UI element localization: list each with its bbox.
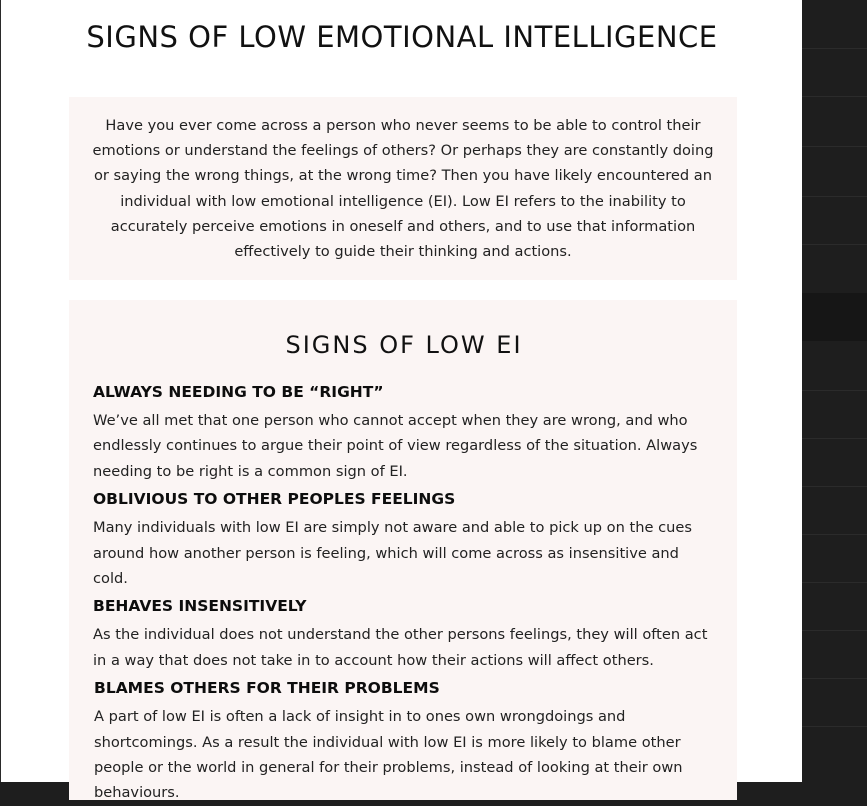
panel-divider — [802, 244, 867, 245]
sign-insensitive — [93, 595, 715, 673]
panel-divider — [802, 534, 867, 535]
sign-heading: OBLIVIOUS TO OTHER PEOPLES FEELINGS — [93, 490, 456, 509]
sign-heading: BEHAVES INSENSITIVELY — [93, 597, 307, 616]
panel-divider — [802, 486, 867, 487]
sign-blames-others — [93, 677, 715, 806]
panel-divider — [802, 48, 867, 49]
panel-divider — [802, 678, 867, 679]
sign-heading: BLAMES OTHERS FOR THEIR PROBLEMS — [94, 679, 440, 698]
panel-divider — [802, 582, 867, 583]
panel-divider — [802, 146, 867, 147]
sign-text: A part of low EI is often a lack of insight in to ones own wrongdoings and shortcomings. As a result the individual with low EI is more likely to blame other people or the world in general for their problems, instead of looking at their own behaviours. — [94, 708, 683, 802]
panel-divider — [802, 196, 867, 197]
sign-oblivious — [93, 488, 715, 591]
panel-divider — [802, 630, 867, 631]
sign-text: As the individual does not understand the other persons feelings, they will often act in a way that does not take in to account how their actions will affect others. — [93, 626, 708, 669]
intro-box — [69, 97, 737, 280]
sign-always-right — [93, 381, 715, 484]
panel-divider — [802, 96, 867, 97]
panel-divider — [802, 726, 867, 727]
page-title: SIGNS OF LOW EMOTIONAL INTELLIGENCE — [86, 20, 718, 54]
sign-text: We’ve all met that one person who cannot accept when they are wrong, and who endlessly continues to argue their point of view regardless of the situation. Always needing to be right is a common sign of EI. — [93, 412, 698, 480]
panel-divider — [802, 438, 867, 439]
intro-paragraph: Have you ever come across a person who never seems to be able to control their emotions or understand the feelings of others? Or perhaps they are constantly doing or saying the wrong things, at the wrong time? Then you have likely encountered an individual with low emotional intelligence (EI). Low EI refers to the inability to accurately perceive emotions in oneself and others, and to use that information effectively to guide their thinking and actions. — [92, 117, 714, 261]
panel-divider — [802, 390, 867, 391]
background-panel — [802, 0, 867, 782]
section-heading: SIGNS OF LOW EI — [285, 331, 523, 359]
sign-heading: ALWAYS NEEDING TO BE “RIGHT” — [93, 383, 384, 401]
signs-section — [69, 300, 737, 800]
panel-highlight — [802, 293, 867, 341]
sign-text: Many individuals with low EI are simply not aware and able to pick up on the cues around how another person is feeling, which will come across as insensitive and cold. — [93, 519, 692, 588]
